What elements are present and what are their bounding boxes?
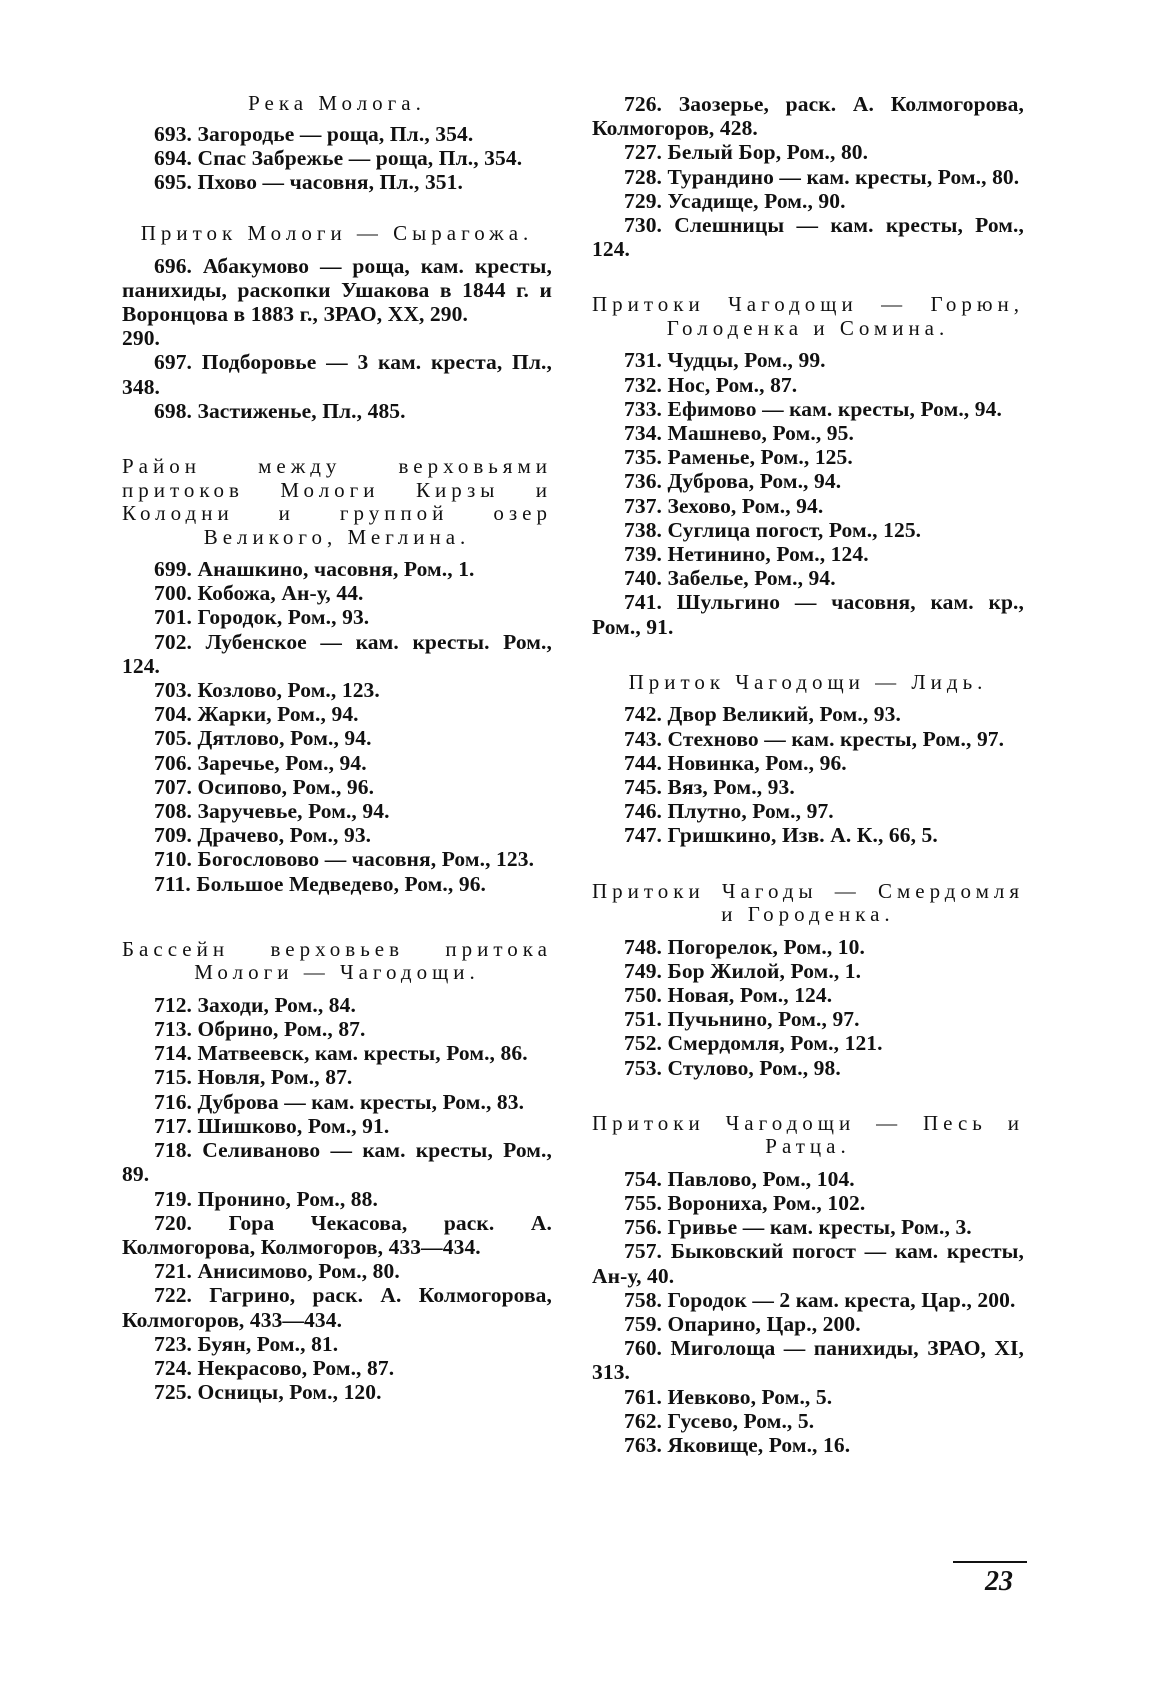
- list-item: 725. Осницы, Ром., 120.: [154, 1380, 382, 1405]
- list-item: 709. Драчево, Ром., 93.: [154, 823, 372, 848]
- list-item: 736. Дуброва, Ром., 94.: [624, 469, 842, 494]
- list-item: 750. Новая, Ром., 124.: [624, 982, 833, 1007]
- list-item: 747. Гришкино, Изв. А. К., 66, 5.: [624, 823, 938, 848]
- list-item: 749. Бор Жилой, Ром., 1.: [624, 958, 862, 983]
- list-item: 714. Матвеевск, кам. кресты, Ром., 86.: [154, 1041, 528, 1066]
- list-item: 726. Заозерье, раск. А. Колмогорова, Колмогоров, 428.: [592, 92, 1024, 141]
- list-item: 729. Усадище, Ром., 90.: [624, 188, 846, 213]
- list-item: 759. Опарино, Цар., 200.: [624, 1312, 861, 1337]
- list-item: 723. Буян, Ром., 81.: [154, 1331, 339, 1356]
- page-number-rule: [953, 1561, 1027, 1563]
- list-item: 746. Плутно, Ром., 97.: [624, 799, 834, 824]
- list-item: 710. Богословово — часовня, Ром., 123.: [154, 847, 535, 872]
- list-item: 697. Подборовье — 3 кам. креста, Пл., 348.: [122, 350, 552, 399]
- list-item: 754. Павлово, Ром., 104.: [624, 1166, 855, 1191]
- section-heading: Притоки Чагоды — Смердомля и Городенка.: [592, 878, 1024, 927]
- list-item: 721. Анисимово, Ром., 80.: [154, 1259, 400, 1284]
- list-item: 752. Смердомля, Ром., 121.: [624, 1031, 883, 1056]
- list-item: 707. Осипово, Ром., 96.: [154, 774, 375, 799]
- list-item: 735. Раменье, Ром., 125.: [624, 445, 853, 470]
- list-item: 713. Обрино, Ром., 87.: [154, 1017, 366, 1042]
- list-item: 760. Миголоща — панихиды, ЗРАО, XI, 313.: [592, 1336, 1024, 1385]
- list-item: 744. Новинка, Ром., 96.: [624, 750, 847, 775]
- list-item: 699. Анашкино, часовня, Ром., 1.: [154, 557, 475, 582]
- list-item: 739. Нетинино, Ром., 124.: [624, 542, 869, 567]
- list-item: 722. Гагрино, раск. А. Колмогорова, Колмогоров, 433—434.: [122, 1283, 552, 1332]
- list-item: 755. Ворониха, Ром., 102.: [624, 1191, 866, 1215]
- list-item: 702. Лубенское — кам. кресты. Ром., 124.: [122, 629, 552, 678]
- list-item: 719. Пронино, Ром., 88.: [154, 1186, 378, 1211]
- list-item: 711. Большое Медведево, Ром., 96.: [154, 871, 487, 896]
- list-item: 745. Вяз, Ром., 93.: [624, 774, 795, 799]
- list-item: 753. Стулово, Ром., 98.: [624, 1055, 841, 1080]
- list-item: 701. Городок, Ром., 93.: [154, 605, 370, 630]
- list-item: 730. Слешницы — кам. кресты, Ром., 124.: [592, 213, 1024, 262]
- list-item: 733. Ефимово — кам. кресты, Ром., 94.: [624, 396, 1002, 421]
- section-heading: Бассейн верховьев притока Мологи — Чагодощи.: [122, 936, 552, 985]
- list-item: 712. Заходи, Ром., 84.: [154, 992, 356, 1017]
- list-item: 758. Городок — 2 кам. креста, Цар., 200.: [624, 1287, 1016, 1312]
- list-item: 731. Чудцы, Ром., 99.: [624, 348, 826, 373]
- list-item: 740. Забелье, Ром., 94.: [624, 566, 836, 591]
- list-item: 708. Заручевье, Ром., 94.: [154, 799, 390, 824]
- list-item: 741. Шульгино — часовня, кам. кр., Ром., 91.: [592, 590, 1024, 639]
- list-item: 751. Пучьнино, Ром., 97.: [624, 1007, 860, 1032]
- list-item: 693. Загородье — роща, Пл., 354.: [154, 121, 474, 146]
- list-item: 704. Жарки, Ром., 94.: [154, 702, 359, 727]
- list-item: 738. Суглица погост, Ром., 125.: [624, 517, 922, 542]
- list-item: 761. Иевково, Ром., 5.: [624, 1384, 833, 1409]
- section-heading: Притоки Чагодощи — Песь и Ратца.: [592, 1110, 1024, 1159]
- list-item: 705. Дятлово, Ром., 94.: [154, 726, 372, 751]
- section-heading: Приток Чагодощи — Лидь.: [628, 669, 988, 694]
- list-item: 757. Быковский погост — кам. кресты, Ан-у, 40.: [592, 1239, 1024, 1288]
- list-item: 763. Яковище, Ром., 16.: [624, 1433, 851, 1458]
- list-item: 727. Белый Бор, Ром., 80.: [624, 140, 869, 165]
- list-item: 743. Стехново — кам. кресты, Ром., 97.: [624, 726, 1005, 751]
- section-heading: Река Молога.: [248, 91, 426, 115]
- list-item: 698. Застиженье, Пл., 485.: [154, 398, 406, 423]
- list-item: 728. Турандино — кам. кресты, Ром., 80.: [624, 164, 1020, 189]
- list-item: 290.: [122, 326, 161, 351]
- list-item: 734. Машнево, Ром., 95.: [624, 421, 854, 446]
- list-item: 694. Спас Забрежье — роща, Пл., 354.: [154, 145, 523, 170]
- list-item: 756. Гривье — кам. кресты, Ром., 3.: [624, 1215, 972, 1240]
- list-item: 700. Кобожа, Ан-у, 44.: [154, 581, 364, 606]
- left-column: [122, 92, 552, 1404]
- list-item: 715. Новля, Ром., 87.: [154, 1065, 353, 1090]
- list-item: 720. Гора Чекасова, раск. А. Колмогорова, Колмогоров, 433—434.: [122, 1210, 552, 1259]
- list-item: 748. Погорелок, Ром., 10.: [624, 934, 865, 959]
- list-item: 696. Абакумово — роща, кам. кресты, панихиды, раскопки Ушакова в 1844 г. и Воронцова в 1883 г., ЗРАО, XX, 290.: [122, 253, 552, 327]
- section-heading: Приток Мологи — Сырагожа.: [140, 221, 534, 246]
- list-item: 732. Нос, Ром., 87.: [624, 372, 798, 397]
- section-heading: Район между верховьями притоков Мологи Кирзы и Колодни и группой озер Великого, Меглина.: [122, 454, 552, 549]
- list-item: 716. Дуброва — кам. кресты, Ром., 83.: [154, 1089, 525, 1114]
- page-number: 23: [985, 1566, 1013, 1597]
- right-column: [592, 92, 1024, 1457]
- section-heading: Притоки Чагодощи — Горюн, Голоденка и Сомина.: [592, 292, 1024, 340]
- list-item: 742. Двор Великий, Ром., 93.: [624, 702, 901, 727]
- list-item: 737. Зехово, Ром., 94.: [624, 493, 824, 518]
- list-item: 695. Пхово — часовня, Пл., 351.: [154, 169, 463, 194]
- list-item: 706. Заречье, Ром., 94.: [154, 750, 367, 775]
- list-item: 703. Козлово, Ром., 123.: [154, 678, 380, 703]
- list-item: 724. Некрасово, Ром., 87.: [154, 1355, 395, 1380]
- list-item: 717. Шишково, Ром., 91.: [154, 1113, 390, 1138]
- list-item: 762. Гусево, Ром., 5.: [624, 1408, 815, 1433]
- list-item: 718. Селиваново — кам. кресты, Ром., 89.: [122, 1138, 552, 1187]
